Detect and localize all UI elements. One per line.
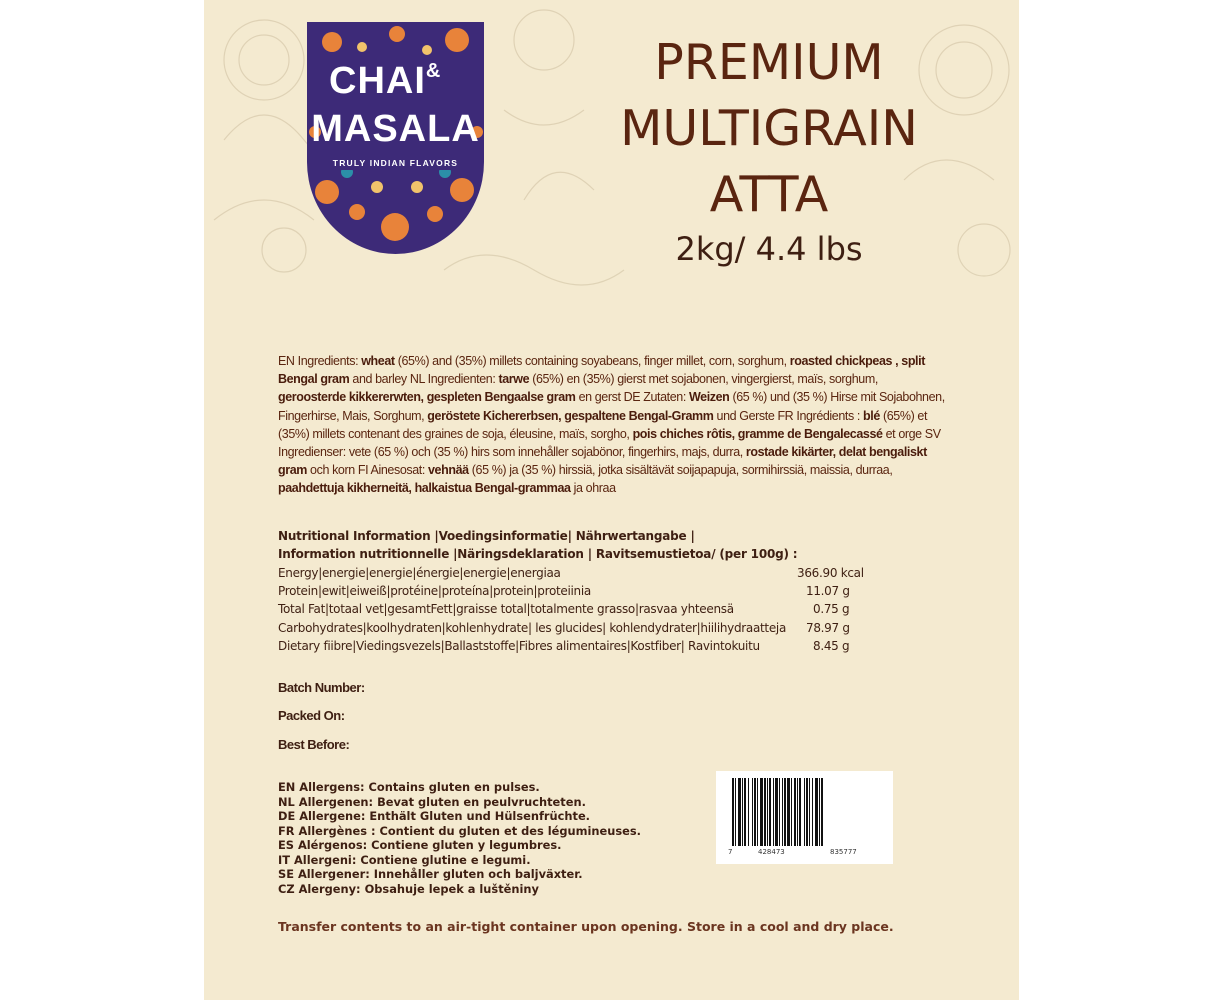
nutrition-row-energy xyxy=(278,566,878,580)
allergen-es: ES Alérgenos: Contiene gluten y legumbres. xyxy=(278,838,562,852)
brand-tagline: TRULY INDIAN FLAVORS xyxy=(332,158,459,168)
allergens-list xyxy=(278,780,641,896)
nutrition-heading-1: Nutritional Information |Voedingsinformatie| Nährwertangabe | xyxy=(278,529,695,543)
ingredient-highlight: geröstete Kichererbsen, gespaltene Bengal-Gramm xyxy=(427,408,714,423)
barcode-bar xyxy=(742,778,743,846)
allergen-it: IT Allergeni: Contiene glutine e legumi. xyxy=(278,852,531,867)
nutrition-label: Protein|ewit|eiweiß|protéine|proteína|protein|proteiinia xyxy=(278,584,591,598)
barcode-bar xyxy=(797,778,798,846)
barcode-bar xyxy=(735,778,736,846)
barcode-bar xyxy=(819,778,820,846)
barcode-bar xyxy=(794,778,796,846)
ingredient-highlight: wheat xyxy=(361,354,395,368)
product-label xyxy=(204,0,1019,1000)
ingredient-text: (65%) and (35%) millets containing soyabeans, finger millet, corn, sorghum, xyxy=(394,354,790,368)
barcode-bars xyxy=(716,771,893,864)
barcode-bar xyxy=(809,778,810,846)
brand-name-line1: CHAI& xyxy=(329,60,442,102)
brand-ampersand: & xyxy=(425,60,442,82)
barcode-bar xyxy=(757,778,758,846)
ingredient-highlight: geroosterde kikkererwten, gespleten Bengaalse gram xyxy=(278,390,576,405)
nutrition-row-protein xyxy=(278,584,878,598)
nutrition-row-fat xyxy=(278,602,878,616)
barcode-bar xyxy=(782,778,783,846)
nutrition-value: 0.75 g xyxy=(813,602,850,616)
nutrition-value: 8.45 g xyxy=(813,639,850,653)
barcode-digit-1: 7 xyxy=(728,848,733,856)
ingredient-text: EN Ingredients: xyxy=(278,354,362,368)
ingredient-text: (65 %) und (35 %) Hirse mit Sojabohnen, Fingerhirse, Mais, Sorghum, xyxy=(278,390,945,423)
barcode xyxy=(716,771,893,864)
ingredients-text xyxy=(278,352,948,498)
barcode-bar xyxy=(732,778,734,846)
barcode-bar xyxy=(815,778,818,846)
barcode-bar xyxy=(769,778,771,846)
nutrition-label: Total Fat|totaal vet|gesamtFett|graisse total|totalmente grasso|rasvaa yhteensä xyxy=(278,602,734,616)
ingredient-highlight: Weizen xyxy=(688,390,730,405)
barcode-bar xyxy=(738,778,741,846)
nutrition-value: 11.07 g xyxy=(806,584,850,598)
barcode-bar xyxy=(754,778,756,846)
allergen-se: SE Allergener: Innehåller gluten och baljväxter. xyxy=(278,867,583,881)
ingredient-highlight: vehnää xyxy=(428,463,469,478)
ingredient-text: und Gerste FR Ingrédients : xyxy=(713,408,864,423)
ingredient-text: ja ohraa xyxy=(570,481,616,496)
ingredient-highlight: roasted chickpeas , split Bengal gram xyxy=(278,354,925,387)
barcode-bar xyxy=(748,778,749,846)
brand-logo xyxy=(307,22,484,254)
barcode-bar xyxy=(791,778,792,846)
title-line-3: ATTA xyxy=(709,166,829,223)
allergen-cz: CZ Alergeny: Obsahuje lepek a luštěniny xyxy=(278,881,539,896)
product-weight: 2kg/ 4.4 lbs xyxy=(675,230,863,268)
batch-number-label: Batch Number: xyxy=(278,680,365,695)
allergen-de: DE Allergene: Enthält Gluten und Hülsenfrüchte. xyxy=(278,809,590,823)
barcode-bar xyxy=(806,778,808,846)
barcode-bar xyxy=(773,778,774,846)
nutrition-label: Dietary fiibre|Viedingsvezels|Ballaststoffe|Fibres alimentaires|Kostfiber| Ravintokuitu xyxy=(278,639,760,653)
ingredient-text: och korn FI Ainesosat: xyxy=(306,463,428,478)
nutrition-value: 78.97 g xyxy=(806,621,850,635)
barcode-bar xyxy=(784,778,786,846)
title-line-2: MULTIGRAIN xyxy=(620,100,918,157)
ingredient-highlight: pois chiches rôtis, gramme de Bengalecassé xyxy=(632,426,883,441)
ingredient-highlight: paahdettuja kikherneitä, halkaistua Bengal-grammaa xyxy=(278,481,571,496)
packed-on-label: Packed On: xyxy=(278,708,345,723)
barcode-bar xyxy=(764,778,766,846)
barcode-bar xyxy=(779,778,780,846)
barcode-bar xyxy=(804,778,805,846)
ingredient-highlight: rostade kikärter, delat bengaliskt gram xyxy=(278,445,927,478)
barcode-bar xyxy=(752,778,753,846)
barcode-bar xyxy=(767,778,768,846)
nutrition-heading-2: Information nutritionnelle |Näringsdeklaration | Ravitsemustietoa/ (per 100g) : xyxy=(278,547,798,561)
ingredient-text: and barley NL Ingredienten: xyxy=(349,372,499,387)
allergen-fr: FR Allergènes : Contient du gluten et des légumineuses. xyxy=(278,823,641,838)
barcode-bar xyxy=(775,778,778,846)
nutrition-row-carbohydrates xyxy=(278,621,878,635)
ingredient-text: (65 %) ja (35 %) hirssiä, jotka sisältävät soijapapuja, sormihirssiä, maissia, durraa, xyxy=(468,463,893,478)
barcode-bar xyxy=(787,778,790,846)
brand-name-line2: MASALA xyxy=(311,108,480,150)
storage-instructions: Transfer contents to an air-tight container upon opening. Store in a cool and dry place. xyxy=(278,919,894,934)
ingredient-text: (65%) en (35%) gierst met sojabonen, vingergierst, maïs, sorghum, xyxy=(529,372,878,387)
barcode-digits-2: 428473 xyxy=(758,848,785,856)
barcode-digits-3: 835777 xyxy=(830,848,857,856)
nutrition-row-fibre xyxy=(278,639,878,653)
ingredient-highlight: blé xyxy=(863,408,880,423)
ingredient-highlight: tarwe xyxy=(498,372,530,387)
ingredient-text: (65%) et (35%) millets contenant des graines de soja, éleusine, maïs, sorgho, xyxy=(278,408,928,441)
barcode-bar xyxy=(799,778,801,846)
best-before-label: Best Before: xyxy=(278,737,350,752)
nutrition-label: Carbohydrates|koolhydraten|kohlenhydrate| les glucides| kohlendydrater|hiilihydraatteja xyxy=(278,621,787,635)
barcode-bar xyxy=(812,778,813,846)
ingredient-text: en gerst DE Zutaten: xyxy=(575,390,689,405)
nutrition-value: 366.90 kcal xyxy=(797,566,864,580)
barcode-bar xyxy=(760,778,763,846)
barcode-bar xyxy=(821,778,823,846)
ingredient-text: et orge SV Ingredienser: vete (65 %) och (35 %) hirs som innehåller sojabönor, fingerhirs, majs, durra, xyxy=(278,426,941,460)
barcode-bar xyxy=(744,778,746,846)
product-title xyxy=(594,30,944,228)
allergen-en: EN Allergens: Contains gluten en pulses. xyxy=(278,780,540,794)
nutrition-label: Energy|energie|energie|énergie|energie|energiaa xyxy=(278,566,561,580)
allergen-nl: NL Allergenen: Bevat gluten en peulvruchteten. xyxy=(278,794,586,809)
title-line-1: PREMIUM xyxy=(654,34,884,91)
